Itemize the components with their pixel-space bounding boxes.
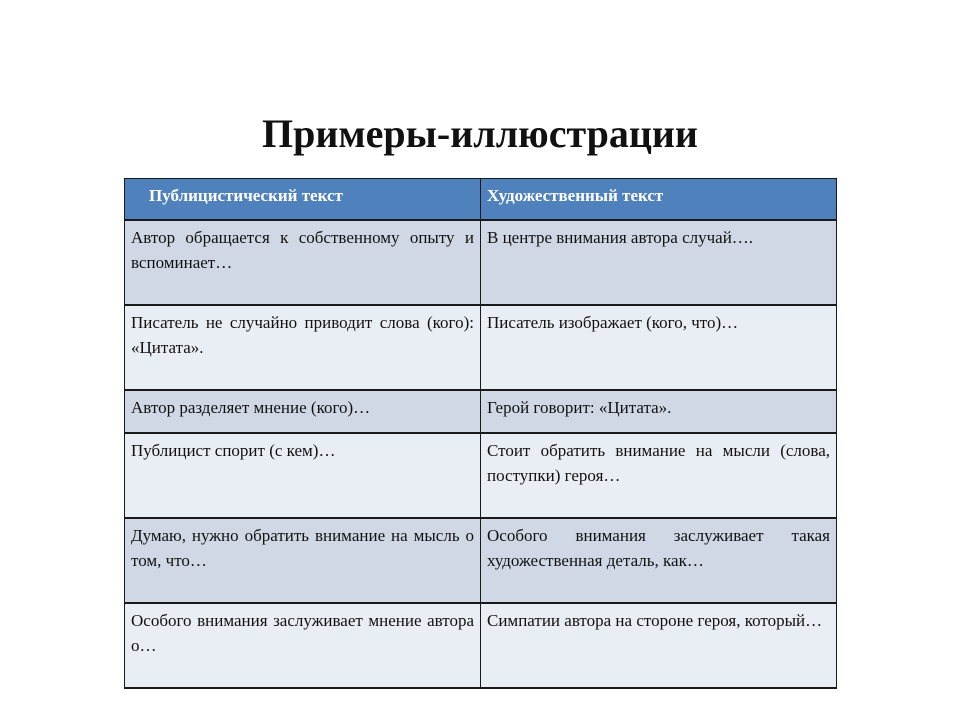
table-cell: Писатель изображает (кого, что)… bbox=[481, 305, 837, 390]
table-row bbox=[125, 305, 837, 390]
table-cell: Стоит обратить внимание на мысли (слова, поступки) героя… bbox=[481, 433, 837, 518]
table-row bbox=[125, 433, 837, 518]
table-cell: Особого внимания заслуживает мнение автора о… bbox=[125, 603, 481, 688]
table-cell: Автор обращается к собственному опыту и вспоминает… bbox=[125, 220, 481, 305]
table-cell: Писатель не случайно приводит слова (кого): «Цитата». bbox=[125, 305, 481, 390]
slide-title: Примеры-иллюстрации bbox=[262, 111, 698, 156]
table-cell: Герой говорит: «Цитата». bbox=[481, 390, 837, 433]
table-cell: Публицист спорит (с кем)… bbox=[125, 433, 481, 518]
table-row bbox=[125, 220, 837, 305]
table-row bbox=[125, 390, 837, 433]
header-artistic: Художественный текст bbox=[481, 179, 837, 221]
table-cell: Автор разделяет мнение (кого)… bbox=[125, 390, 481, 433]
table-cell: Особого внимания заслуживает такая художественная деталь, как… bbox=[481, 518, 837, 603]
table-cell: В центре внимания автора случай…. bbox=[481, 220, 837, 305]
table-cell: Думаю, нужно обратить внимание на мысль о том, что… bbox=[125, 518, 481, 603]
table-cell: Симпатии автора на стороне героя, который… bbox=[481, 603, 837, 688]
table-row bbox=[125, 518, 837, 603]
table-header-row bbox=[125, 179, 837, 221]
examples-table bbox=[124, 178, 837, 689]
header-publicistic: Публицистический текст bbox=[125, 179, 481, 221]
table-row bbox=[125, 603, 837, 688]
